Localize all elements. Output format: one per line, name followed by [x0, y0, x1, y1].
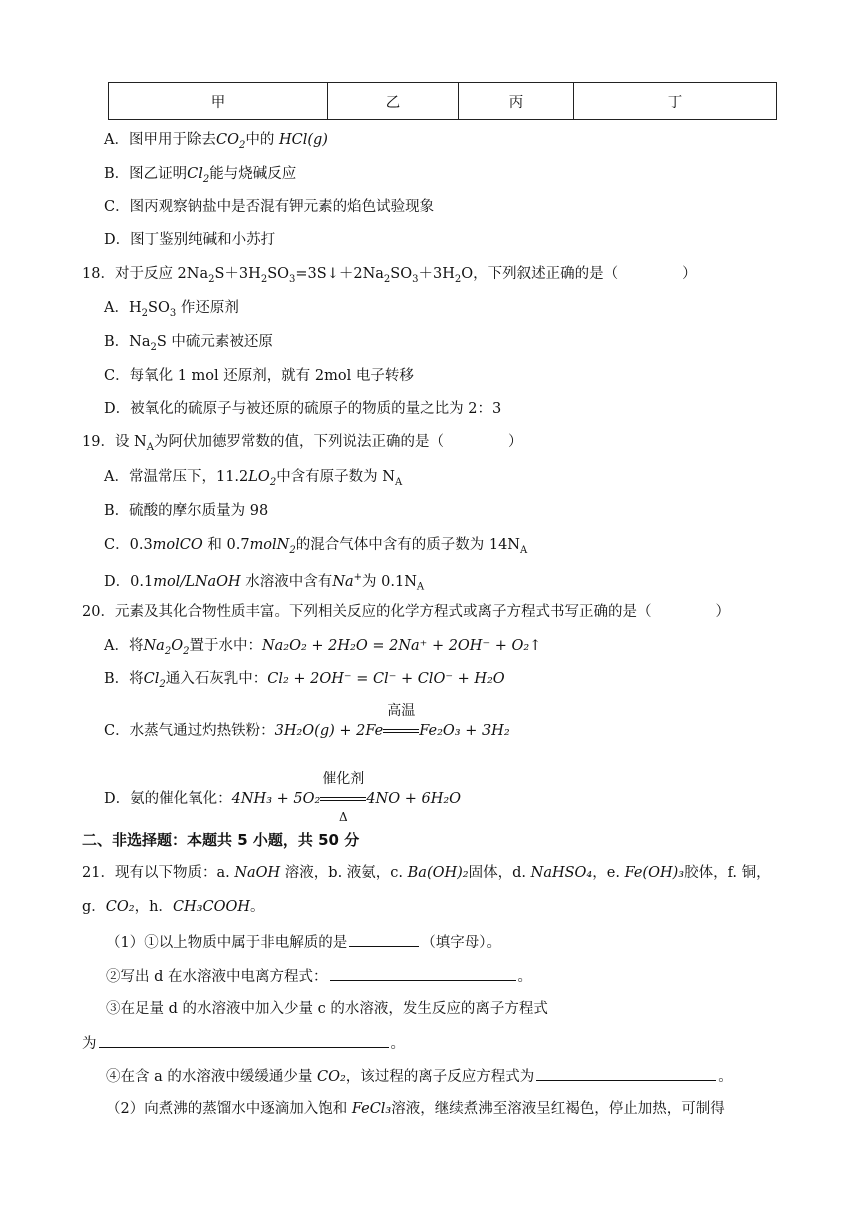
section-title: 二、非选择题：本题共 5 小题，共 50 分: [82, 831, 360, 849]
answer-blank[interactable]: [536, 1065, 716, 1081]
q19-option-d: D．0.1mol/LNaOH 水溶液中含有Na+为 $0.1N_A$: [104, 572, 425, 593]
q20-option-a: A．将$Na_2O_2$置于水中：Na₂O₂ + 2H₂O = 2Na⁺ + 2OH⁻ + O₂↑: [104, 638, 542, 657]
q18-option-a: A．$H_2SO_3$ 作还原剂: [104, 300, 239, 319]
answer-blank[interactable]: [349, 931, 419, 947]
answer-blank[interactable]: [99, 1032, 389, 1048]
figure-cell-ding: 丁: [574, 83, 777, 120]
q21-part1-3: ③在足量 d 的水溶液中加入少量 c 的水溶液，发生反应的离子方程式: [106, 1001, 548, 1017]
q18-option-c: C．每氧化 1 mol 还原剂，就有 2mol 电子转移: [104, 368, 414, 384]
figure-cell-yi: 乙: [328, 83, 459, 120]
q19-option-a: A．常温常压下，$11.2LO_2$中含有原子数为 $N_A$: [104, 469, 403, 488]
q21-part2-1: （2）向煮沸的蒸馏水中逐滴加入饱和 FeCl₃溶液，继续煮沸至溶液呈红褐色，停止加热，可制得: [106, 1101, 725, 1117]
q21-stem-line1: 21．现有以下物质：a. NaOH 溶液，b. 液氨，c. Ba(OH)₂固体，d. NaHSO₄，e. Fe(OH)₃胶体，f. 铜，: [82, 865, 771, 881]
figure-cell-jia: 甲: [109, 83, 328, 120]
reaction-condition-arrow: 催化剂 Δ: [322, 771, 365, 824]
q17-option-b: B．图乙证明$Cl_2$能与烧碱反应: [104, 166, 297, 185]
q20-option-d: D．氨的催化氧化：4NH₃ + 5O₂ 催化剂 Δ 4NO + 6H₂O: [104, 771, 462, 824]
q18-stem: 18．对于反应 $2Na_2S+3H_2SO_3=3S↓+2Na_2SO_3+3H_2O$，下列叙述正确的是（ ）: [82, 266, 697, 285]
q20-option-b: B．将$Cl_2$通入石灰乳中：Cl₂ + 2OH⁻ = Cl⁻ + ClO⁻ + H₂O: [104, 671, 505, 690]
q21-stem-line2: g．CO₂，h．CH₃COOH。: [82, 899, 265, 915]
q21-part1-3-cont: 为 。: [82, 1032, 405, 1054]
figure-label-table: [108, 82, 777, 120]
q21-part1-2: ②写出 d 在水溶液中电离方程式： 。: [106, 965, 532, 987]
q17-option-c: C．图丙观察钠盐中是否混有钾元素的焰色试验现象: [104, 199, 435, 215]
q18-option-d: D．被氧化的硫原子与被还原的硫原子的物质的量之比为 2：3: [104, 401, 502, 417]
q19-stem: 19．设 $N_A$为阿伏加德罗常数的值，下列说法正确的是（ ）: [82, 434, 523, 453]
q19-option-b: B．硫酸的摩尔质量为 98: [104, 503, 269, 519]
q20-stem: 20．元素及其化合物性质丰富。下列相关反应的化学方程式或离子方程式书写正确的是（ ）: [82, 604, 730, 620]
reaction-condition-arrow: 高温: [383, 721, 419, 741]
q20-option-c: C．水蒸气通过灼热铁粉：3H₂O(g) + 2Fe 高温 Fe₂O₃ + 3H₂: [104, 703, 510, 739]
q19-option-c: C．0.3molCO 和 0.7molN$_2$的混合气体中含有的质子数为 $14N_A$: [104, 537, 528, 556]
q17-option-a: A．图甲用于除去$CO_2$中的 HCl(g): [104, 132, 328, 151]
q17-option-d: D．图丁鉴别纯碱和小苏打: [104, 232, 276, 248]
answer-blank[interactable]: [330, 965, 516, 981]
q21-part1-4: ④在含 a 的水溶液中缓缓通少量 CO₂，该过程的离子反应方程式为 。: [106, 1065, 733, 1087]
figure-cell-bing: 丙: [459, 83, 574, 120]
q21-part1-1: （1）①以上物质中属于非电解质的是 （填字母）。: [106, 931, 501, 953]
q18-option-b: B．$Na_2S$ 中硫元素被还原: [104, 334, 273, 353]
